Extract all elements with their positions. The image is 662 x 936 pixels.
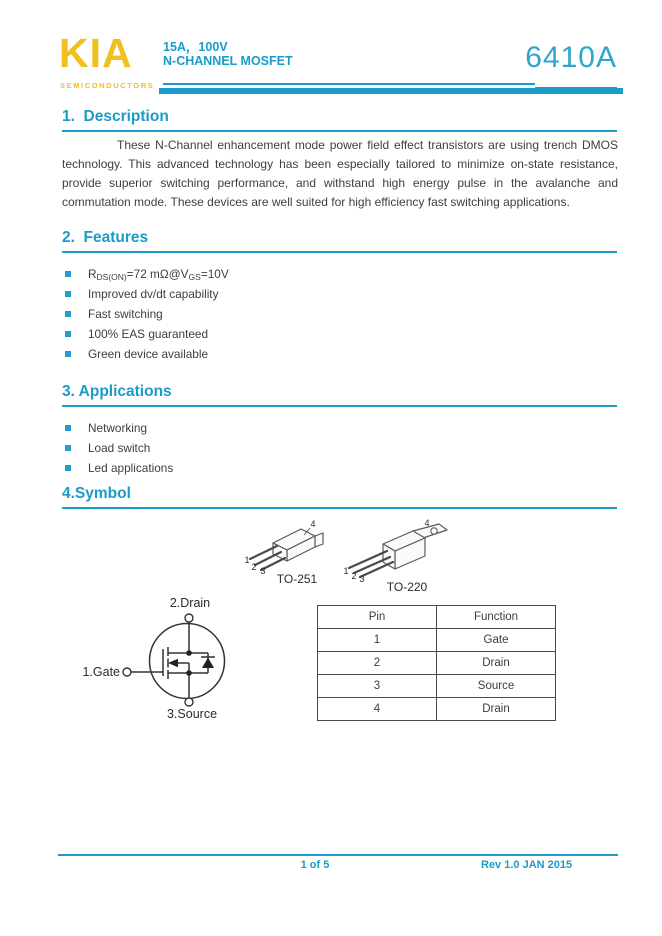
bullet-icon <box>65 445 71 451</box>
bullet-icon <box>65 351 71 357</box>
features-list <box>65 264 229 364</box>
to251-package-name: TO-251 <box>276 572 318 586</box>
device-rating: 15A，100V <box>163 40 228 54</box>
header-accent-bar <box>159 88 623 94</box>
section-rule <box>62 251 617 253</box>
section-rule <box>62 130 617 132</box>
bullet-icon <box>65 291 71 297</box>
feature-label: Fast switching <box>88 307 163 321</box>
feature-label: 100% EAS guaranteed <box>88 327 209 341</box>
pin-cell: 3 <box>318 675 437 698</box>
bullet-icon <box>65 311 71 317</box>
bullet-icon <box>65 271 71 277</box>
drain-terminal-label: 2.Drain <box>169 596 211 610</box>
list-item <box>65 304 229 324</box>
table-row <box>318 629 556 652</box>
pin-function-table <box>317 605 556 721</box>
gate-terminal-label: 1.Gate <box>82 665 120 679</box>
to220-pin1-label: 1 <box>343 566 349 576</box>
mosfet-symbol-schematic <box>80 590 310 735</box>
to220-package-drawing <box>335 512 450 602</box>
brand-logo: KIA <box>59 30 133 76</box>
footer-rule <box>58 854 618 856</box>
description-paragraph: These N-Channel enhancement mode power field effect transistors are using trench DMOS technology. This advanced technology has been especially tailored to minimize on-state resistance, provide superior switching performance, and withstand high energy pulse in the avalanche and commutation mode. These devices are well suited for high efficiency fast switching applications. <box>62 138 618 209</box>
to251-package-drawing <box>235 512 335 592</box>
application-label: Networking <box>88 421 148 435</box>
function-cell: Drain <box>437 652 556 675</box>
to251-pin2-label: 2 <box>251 562 257 572</box>
brand-logo-subtitle: SEMICONDUCTORS <box>60 81 155 90</box>
to251-pin1-label: 1 <box>244 555 250 565</box>
section-title-applications: 3. Applications <box>62 383 172 400</box>
to220-package-name: TO-220 <box>386 580 428 594</box>
header-cell: Pin <box>318 606 437 629</box>
bullet-icon <box>65 425 71 431</box>
section-title-symbol: 4.Symbol <box>62 485 131 502</box>
header-cell: Function <box>437 606 556 629</box>
applications-list <box>65 418 173 478</box>
function-cell: Source <box>437 675 556 698</box>
list-item <box>65 438 173 458</box>
list-item <box>65 284 229 304</box>
function-cell: Gate <box>437 629 556 652</box>
to251-package-icon <box>235 512 335 587</box>
part-number: 6410A <box>525 41 617 74</box>
table-header-row <box>318 606 556 629</box>
section-rule <box>62 405 617 407</box>
list-item <box>65 344 229 364</box>
bullet-icon <box>65 465 71 471</box>
list-item <box>65 458 173 478</box>
pin-cell: 1 <box>318 629 437 652</box>
mosfet-symbol-icon <box>80 590 310 730</box>
footer-page-number: 1 of 5 <box>300 859 330 871</box>
list-item <box>65 418 173 438</box>
list-item <box>65 264 229 284</box>
application-label: Load switch <box>88 441 151 455</box>
source-terminal-label: 3.Source <box>166 707 218 721</box>
to220-pin2-label: 2 <box>351 571 357 581</box>
device-type: N-CHANNEL MOSFET <box>163 54 293 68</box>
list-item <box>65 324 229 344</box>
section-title-features: 2. Features <box>62 229 149 246</box>
feature-label: Improved dv/dt capability <box>88 287 219 301</box>
to220-pin3-label: 3 <box>359 574 365 584</box>
section-title-description: 1. Description <box>62 108 169 125</box>
function-cell: Drain <box>437 698 556 721</box>
application-label: Led applications <box>88 461 174 475</box>
table-row <box>318 652 556 675</box>
pin-cell: 4 <box>318 698 437 721</box>
to220-pin4-label: 4 <box>424 518 430 528</box>
feature-label: Green device available <box>88 347 209 361</box>
pin-cell: 2 <box>318 652 437 675</box>
to251-pin4-label: 4 <box>310 519 316 529</box>
table-row <box>318 698 556 721</box>
section-rule <box>62 507 617 509</box>
feature-label: $R_{DS(ON)}=72$ $m\Omega@V_{GS}=10V$ <box>88 267 229 282</box>
table-row <box>318 675 556 698</box>
to220-package-icon <box>335 512 450 597</box>
footer-revision: Rev 1.0 JAN 2015 <box>481 859 573 871</box>
header-rule <box>163 83 535 85</box>
bullet-icon <box>65 331 71 337</box>
to251-pin3-label: 3 <box>260 566 266 576</box>
